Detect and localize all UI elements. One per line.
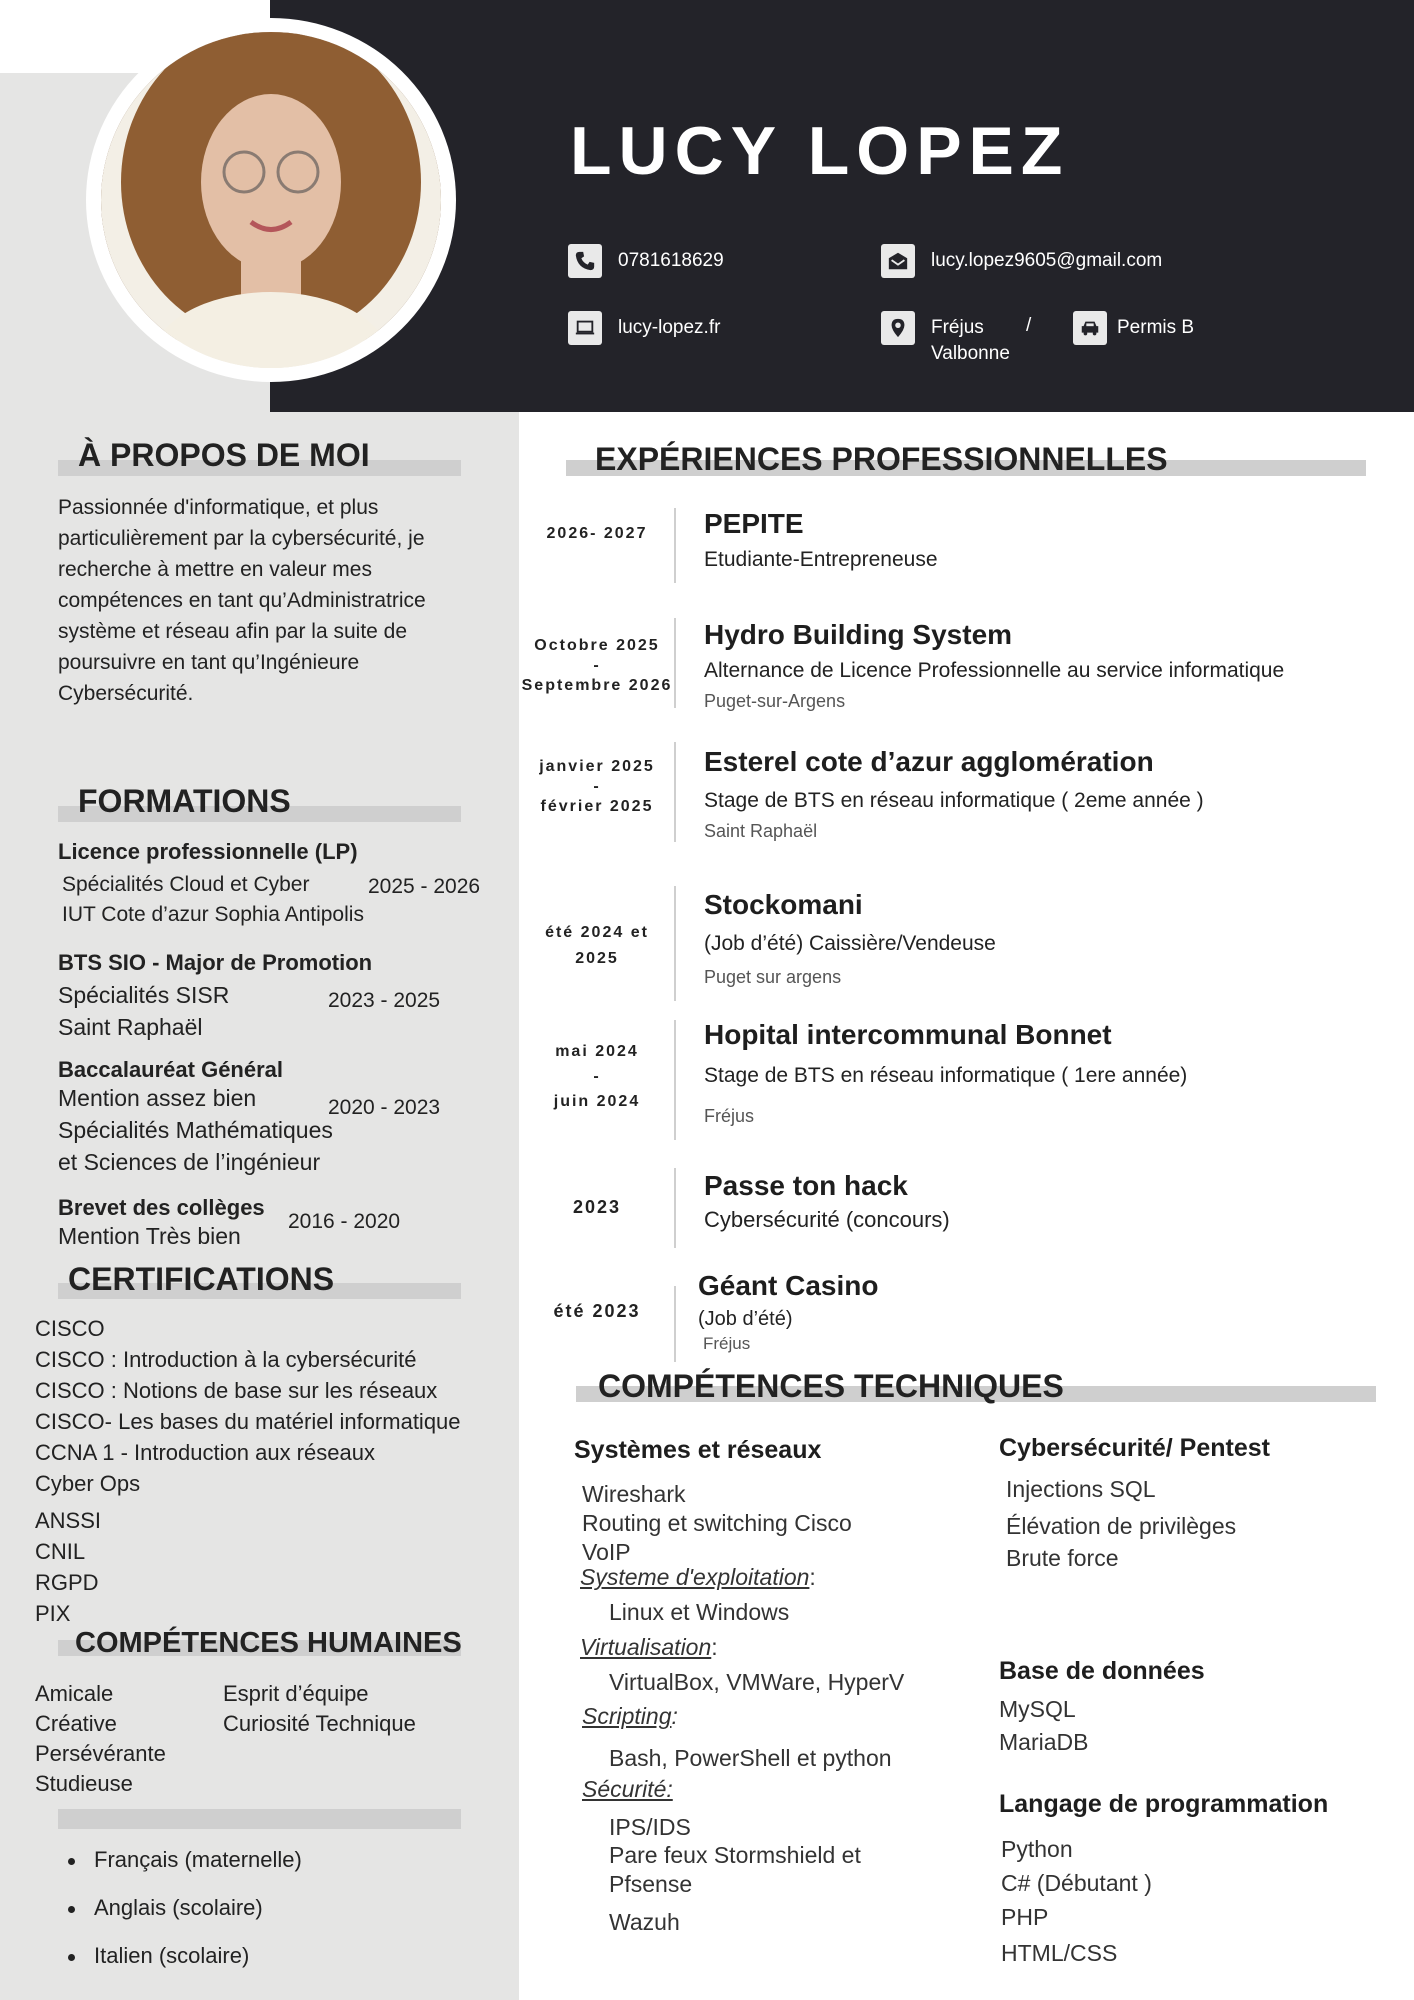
skill-item: MariaDB	[999, 1729, 1089, 1755]
soft-skills-column-2	[223, 1679, 416, 1739]
about-line: recherche à mettre en valeur mes	[58, 558, 372, 581]
languages-heading-bar	[58, 1809, 461, 1829]
certification-item: ANSSI	[35, 1508, 102, 1533]
timeline-line	[674, 886, 676, 1001]
experience-location: Puget-sur-Argens	[704, 691, 846, 711]
about-line: compétences en tant qu’Administratrice	[58, 589, 426, 612]
formation-degree: Baccalauréat Général	[58, 1057, 284, 1082]
timeline-line	[674, 1168, 676, 1248]
experience-heading: EXPÉRIENCES PROFESSIONNELLES	[595, 441, 1168, 477]
location-separator: /	[1026, 315, 1032, 336]
about-line: Cybersécurité.	[58, 682, 194, 705]
email-icon	[881, 244, 915, 278]
timeline-line	[674, 618, 676, 708]
timeline-line	[674, 1020, 676, 1140]
experience-date: mai 2024 - juin 2024	[553, 1043, 641, 1110]
experience-role: (Job d’été)	[698, 1308, 793, 1330]
timeline-line	[674, 1286, 676, 1362]
skill-item: Routing et switching Cisco	[582, 1510, 852, 1536]
certifications-heading: CERTIFICATIONS	[68, 1261, 335, 1297]
location-pin-icon	[881, 311, 915, 345]
formation-years: 2016 - 2020	[288, 1210, 401, 1233]
car-icon	[1073, 311, 1107, 345]
formation-line: Spécialités SISR	[58, 982, 230, 1008]
experience-role: Stage de BTS en réseau informatique ( 1ere année)	[704, 1064, 1188, 1087]
skill-category-cyber: Cybersécurité/ Pentest	[999, 1434, 1270, 1462]
skill-subcategory: Virtualisation:	[580, 1634, 718, 1660]
skill-item: HTML/CSS	[1001, 1940, 1118, 1966]
skill-item: IPS/IDS	[609, 1814, 691, 1840]
experience-company: Géant Casino	[698, 1270, 879, 1301]
experience-date: 2023	[572, 1197, 622, 1217]
formation-degree: BTS SIO - Major de Promotion	[58, 950, 373, 975]
experience-date: Octobre 2025 - Septembre 2026	[521, 637, 673, 694]
formation-years: 2025 - 2026	[368, 875, 481, 898]
soft-skills-column-1	[35, 1679, 166, 1799]
formation-degree: Brevet des collèges	[58, 1195, 265, 1220]
skill-category-database: Base de données	[999, 1657, 1205, 1685]
skill-item: VirtualBox, VMWare, HyperV	[609, 1669, 905, 1695]
formation-degree: Licence professionnelle (LP)	[58, 839, 358, 864]
soft-skills-heading: COMPÉTENCES HUMAINES	[75, 1627, 462, 1659]
formation-years: 2023 - 2025	[328, 989, 441, 1012]
website-link[interactable]: lucy-lopez.fr	[618, 317, 721, 338]
skill-item: Python	[1001, 1836, 1073, 1862]
skill-item: Bash, PowerShell et python	[609, 1745, 892, 1771]
certification-item: RGPD	[35, 1570, 99, 1595]
experience-role: Stage de BTS en réseau informatique ( 2eme année )	[704, 789, 1204, 812]
tech-skills-heading: COMPÉTENCES TECHNIQUES	[598, 1368, 1064, 1404]
experience-company: Esterel cote d’azur agglomération	[704, 746, 1154, 777]
experience-date: été 2024 et 2025	[545, 924, 649, 967]
skill-item: Brute force	[1006, 1545, 1119, 1571]
certification-item: CNIL	[35, 1539, 86, 1564]
formation-line: Mention assez bien	[58, 1085, 257, 1111]
skill-item: PHP	[1001, 1904, 1049, 1930]
location-line-1: Fréjus	[931, 317, 984, 338]
soft-skill: Amicale	[35, 1681, 114, 1706]
experience-company: PEPITE	[704, 508, 804, 539]
about-line: poursuivre en tant qu’Ingénieure	[58, 651, 360, 674]
experience-role: Cybersécurité (concours)	[704, 1207, 950, 1232]
experience-company: Passe ton hack	[704, 1170, 908, 1201]
formation-line: et Sciences de l’ingénieur	[58, 1149, 321, 1175]
formation-line: Saint Raphaël	[58, 1014, 203, 1040]
skill-item: VoIP	[582, 1539, 631, 1565]
skill-item: Wireshark	[582, 1481, 686, 1507]
phone-number[interactable]: 0781618629	[618, 250, 724, 271]
about-line: système et réseau afin par la suite de	[58, 620, 408, 643]
laptop-icon	[568, 311, 602, 345]
timeline-line	[674, 508, 676, 583]
certifications-list	[35, 1313, 461, 1629]
driving-license: Permis B	[1117, 317, 1195, 338]
experience-company: Stockomani	[704, 889, 863, 920]
about-text	[58, 492, 498, 709]
formation-line: Spécialités Mathématiques	[58, 1117, 333, 1143]
formations-heading: FORMATIONS	[78, 783, 291, 819]
skill-item: Injections SQL	[1006, 1476, 1156, 1502]
profile-photo	[101, 32, 441, 368]
experience-role: (Job d’été) Caissière/Vendeuse	[704, 932, 996, 955]
location-line-2: Valbonne	[931, 343, 1010, 364]
soft-skill: Esprit d’équipe	[223, 1681, 369, 1706]
about-line: Passionnée d'informatique, et plus	[58, 496, 379, 519]
experience-role: Etudiante-Entrepreneuse	[704, 548, 938, 571]
experience-date: été 2023	[553, 1301, 641, 1321]
certification-item: CISCO : Introduction à la cybersécurité	[35, 1347, 417, 1372]
email-address[interactable]: lucy.lopez9605@gmail.com	[931, 250, 1163, 271]
soft-skill: Persévérante	[35, 1741, 166, 1766]
full-name: LUCY LOPEZ	[570, 113, 1070, 189]
experience-location: Fréjus	[704, 1106, 755, 1126]
timeline-line	[674, 742, 676, 842]
experience-company: Hydro Building System	[704, 619, 1013, 650]
about-line: particulièrement par la cybersécurité, je	[58, 527, 425, 550]
certification-item: CCNA 1 - Introduction aux réseaux	[35, 1440, 375, 1465]
skill-subcategory: Sécurité:	[582, 1776, 673, 1802]
certification-item: CISCO	[35, 1316, 105, 1341]
experience-location: Fréjus	[703, 1334, 751, 1353]
languages-list	[58, 1847, 302, 1991]
language-item: Anglais (scolaire)	[58, 1895, 302, 1943]
experience-role: Alternance de Licence Professionnelle au service informatique	[704, 659, 1285, 682]
phone-icon	[568, 244, 602, 278]
skill-item: Wazuh	[609, 1909, 680, 1935]
certification-item: PIX	[35, 1601, 71, 1626]
skill-item: Linux et Windows	[609, 1599, 790, 1625]
skill-item: C# (Débutant )	[1001, 1870, 1152, 1896]
skill-subcategory: Scripting:	[582, 1703, 678, 1729]
soft-skill: Studieuse	[35, 1771, 133, 1796]
experience-location: Saint Raphaël	[704, 821, 818, 841]
soft-skill: Curiosité Technique	[223, 1711, 416, 1736]
experience-date: janvier 2025 - février 2025	[539, 758, 655, 815]
skill-subcategory: Systeme d'exploitation:	[580, 1564, 816, 1590]
soft-skill: Créative	[35, 1711, 117, 1736]
certification-item: Cyber Ops	[35, 1471, 141, 1496]
language-item: Français (maternelle)	[58, 1847, 302, 1895]
skill-category-networks: Systèmes et réseaux	[574, 1436, 822, 1464]
formation-years: 2020 - 2023	[328, 1096, 441, 1119]
certification-item: CISCO : Notions de base sur les réseaux	[35, 1378, 438, 1403]
formation-line: Mention Très bien	[58, 1223, 241, 1249]
certification-item: CISCO- Les bases du matériel informatique	[35, 1409, 461, 1434]
experience-company: Hopital intercommunal Bonnet	[704, 1019, 1112, 1050]
skill-category-programming: Langage de programmation	[999, 1790, 1329, 1818]
skill-item: MySQL	[999, 1696, 1076, 1722]
skill-item: Élévation de privilèges	[1006, 1513, 1237, 1539]
language-item: Italien (scolaire)	[58, 1943, 302, 1991]
skill-item: Pare feux Stormshield et	[609, 1842, 861, 1868]
experience-location: Puget sur argens	[704, 967, 842, 987]
skill-item: Pfsense	[609, 1871, 693, 1897]
about-heading: À PROPOS DE MOI	[78, 437, 370, 473]
formation-line: IUT Cote d’azur Sophia Antipolis	[62, 903, 364, 926]
formation-line: Spécialités Cloud et Cyber	[62, 873, 310, 896]
experience-date: 2026- 2027	[546, 525, 648, 542]
